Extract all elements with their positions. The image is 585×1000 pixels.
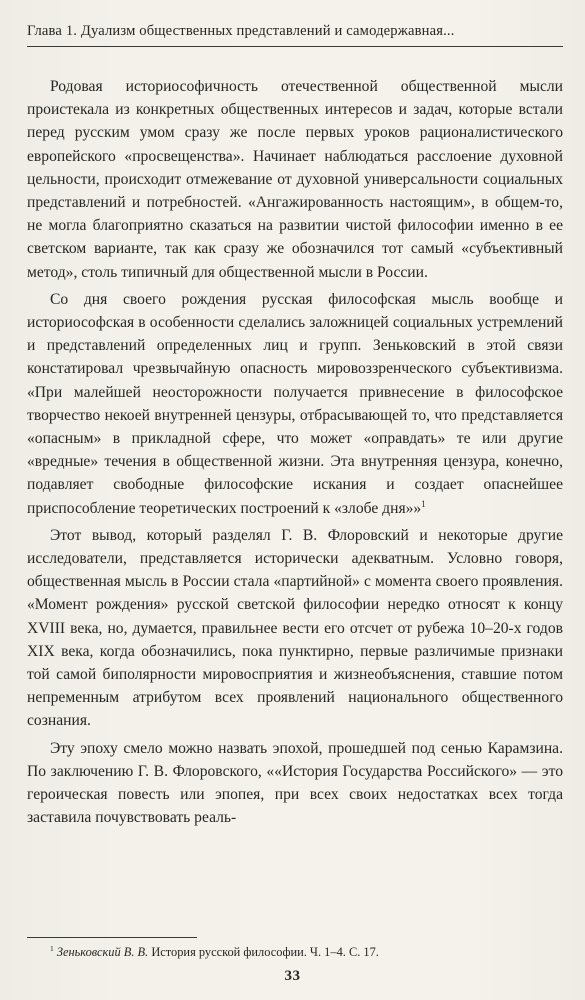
footnote-number: 1 [50, 943, 54, 953]
footnote-ref[interactable]: 1 [421, 498, 426, 509]
page-number: 33 [284, 968, 301, 984]
footnote-text: История русской философии. Ч. 1–4. С. 17. [151, 945, 379, 959]
paragraph-2-text: Со дня своего рождения русская философская мысль вообще и историософская в особенности сделались заложницей социальных устремлений и представлений определенных лиц и групп. Зеньковский в этой связи констатировал чрезвычайную опасность мировоззренческого субъективизма. «При малейшей неосторожности получается привнесение в философское творчество некоей внутренней цензуры, отбрасывающей то, что представляется «опасным» в прикладной сфере, что может «оправдать» те или другие «вредные» течения в общественной жизни. Эта внутренняя цензура, конечно, подавляет свободные философские искания и создает опаснейшее приспособление теоретических построений к «злобе дня»» [27, 290, 563, 517]
footnote-divider [27, 937, 197, 938]
paragraph-3: Этот вывод, который разделял Г. В. Флоровский и некоторые другие исследователи, представляется исторически адекватным. Условно говоря, общественная мысль в России стала «партийной» с момента своего проявления. «Момент рождения» русской светской философии нередко относят к концу XVIII века, но, думается, правильнее вести его отсчет от рубежа 10–20-х годов XIX века, когда обозначились, пока пунктирно, первые различимые признаки той самой биполярности мировосприятия и жизнеобъяснения, ставшие потом непременным атрибутом всех проявлений национального общественного сознания. [27, 526, 563, 730]
running-header: Глава 1. Дуализм общественных представлений и самодержавная... [27, 22, 563, 47]
paragraph-1: Родовая историософичность отечественной общественной мысли проистекала из конкретных общественных интересов и задач, которые встали перед русским умом сразу же после первых уроков рационалистического европейского «просвещенства». Начинает наблюдаться расслоение духовной цельности, происходит отмежевание от духовной универсальности социальных представлений и потребностей. «Ангажированность настоящим», в общем-то, не могла благоприятно сказаться на развитии чистой философии именно в ее светском варианте, так как сразу же обозначился тот самый «субъективный метод», столь типичный для общественной мысли в России. [27, 78, 563, 281]
paragraph-2 [27, 288, 563, 520]
paragraph-4: Эту эпоху смело можно назвать эпохой, прошедшей под сенью Карамзина. По заключению Г. В. Флоровского, ««История Государства Российского» — это героическая повесть или эпопея, при всех своих недостатках всех тогда заставила почувствовать реаль- [27, 739, 563, 827]
body-text [27, 75, 563, 830]
footnote [27, 945, 563, 960]
footnote-author: Зеньковский В. В. [56, 945, 149, 959]
